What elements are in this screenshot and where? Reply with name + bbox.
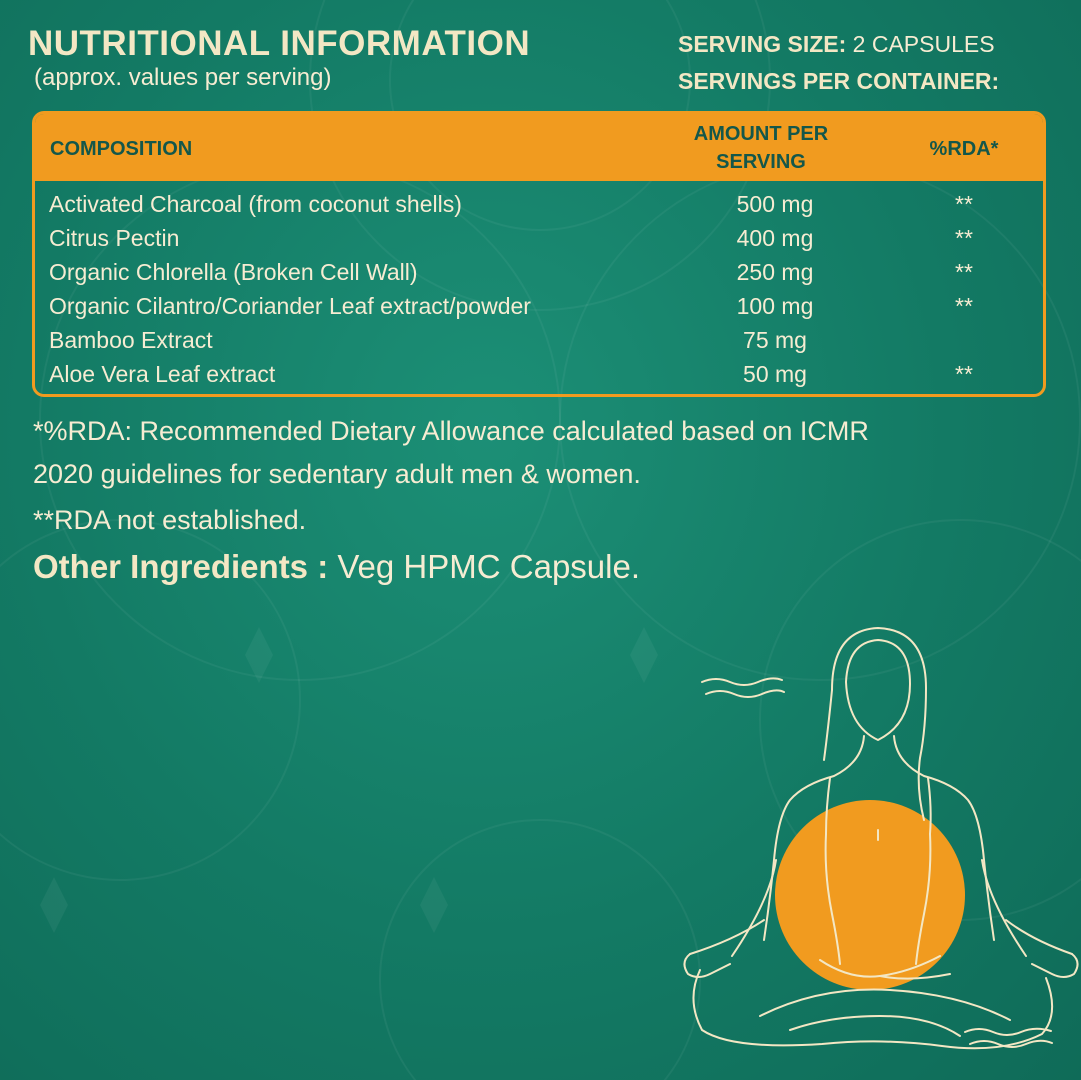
serving-size-line — [678, 26, 999, 63]
ingredient-name: Citrus Pectin — [49, 225, 180, 251]
rda-not-established-note: **RDA not established. — [33, 505, 307, 535]
orange-circle — [775, 800, 965, 990]
column-header-rda: %RDA* — [929, 138, 999, 160]
table-row — [35, 187, 1043, 221]
ingredient-name: Aloe Vera Leaf extract — [49, 361, 276, 387]
table-row — [35, 323, 1043, 357]
serving-size-label: SERVING SIZE: — [678, 31, 847, 57]
wind-lines-icon — [702, 678, 784, 697]
meditating-woman-illustration — [680, 620, 1081, 1080]
page-subtitle: (approx. values per serving) — [34, 64, 332, 91]
table-header — [35, 114, 1043, 181]
ingredient-amount: 500 mg — [736, 191, 814, 217]
table-row — [35, 289, 1043, 323]
column-header-composition: COMPOSITION — [50, 138, 193, 160]
ingredient-rda: ** — [955, 361, 973, 387]
ingredient-name: Organic Cilantro/Coriander Leaf extract/powder — [49, 293, 531, 319]
table-row — [35, 255, 1043, 289]
other-ingredients — [33, 548, 640, 586]
servings-per-container-label: SERVINGS PER CONTAINER: — [678, 68, 1000, 94]
serving-size-value: 2 CAPSULES — [852, 31, 995, 57]
ingredient-rda: ** — [955, 259, 973, 285]
ingredient-amount: 75 mg — [743, 327, 807, 353]
column-header-amount: AMOUNT PER SERVING — [693, 123, 829, 173]
ingredient-amount: 250 mg — [736, 259, 814, 285]
ingredient-amount: 400 mg — [736, 225, 814, 251]
ingredient-name: Activated Charcoal (from coconut shells) — [49, 191, 462, 217]
table-row — [35, 357, 1043, 391]
ingredient-name: Organic Chlorella (Broken Cell Wall) — [49, 259, 418, 285]
ingredient-rda: ** — [955, 293, 973, 319]
ingredient-rda: ** — [955, 225, 973, 251]
rda-footnote-line2: 2020 guidelines for sedentary adult men & women. — [33, 459, 641, 489]
page-title: NUTRITIONAL INFORMATION — [28, 24, 531, 63]
nutrition-table — [32, 111, 1046, 397]
other-ingredients-value: Veg HPMC Capsule. — [328, 548, 641, 585]
other-ingredients-label: Other Ingredients : — [33, 548, 329, 585]
rda-footnote — [33, 410, 869, 496]
ingredient-rda: ** — [955, 191, 973, 217]
ingredient-amount: 50 mg — [743, 361, 807, 387]
rda-footnote-line1: *%RDA: Recommended Dietary Allowance calculated based on ICMR — [33, 416, 869, 446]
ingredient-amount: 100 mg — [736, 293, 814, 319]
serving-info — [678, 26, 999, 100]
table-row — [35, 221, 1043, 255]
ingredient-name: Bamboo Extract — [49, 327, 213, 353]
